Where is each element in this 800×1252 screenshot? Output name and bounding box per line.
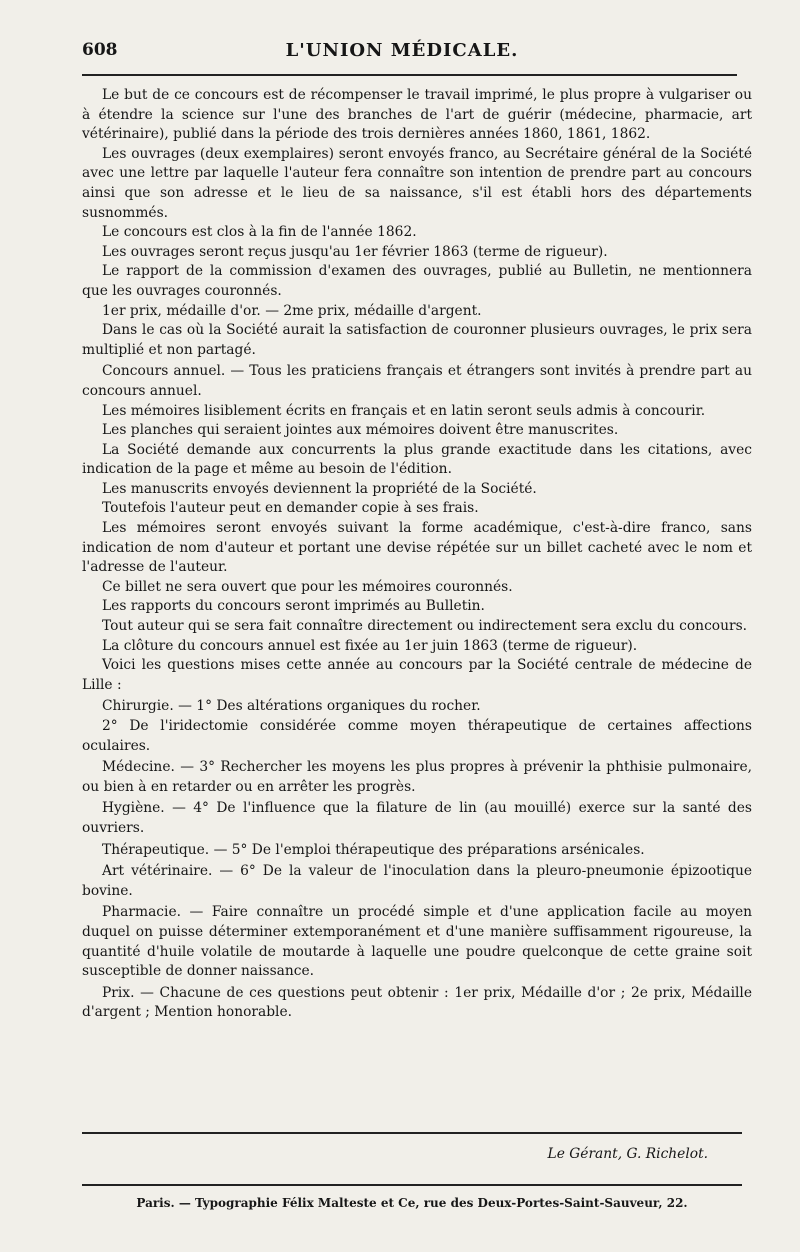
paragraph: Pharmacie. — Faire connaître un procédé simple et d'une application facile au moyen duquel on puisse déterminer extemporanément et d'une manière suffisamment rigoureuse, la quantité d'huile volatile de moutarde à laquelle une poudre quelconque de cette graine soit susceptible de donner naissance. (82, 904, 752, 980)
paragraph: Les ouvrages (deux exemplaires) seront envoyés franco, au Secrétaire général de la Société avec une lettre par laquelle l'auteur fera connaître son intention de prendre part au concours ainsi que son adresse et le lieu de sa naissance, s'il est établi hors des départements susnommés. (82, 145, 752, 221)
paragraph: Le concours est clos à la fin de l'année 1862. (102, 224, 417, 241)
paragraph: Chirurgie. — 1° Des altérations organiques du rocher. (102, 698, 481, 715)
footer-rule (82, 1132, 742, 1134)
paragraph: La Société demande aux concurrents la plus grande exactitude dans les citations, avec indication de la page et même au besoin de l'édition. (82, 441, 752, 478)
gerant-signature: Le Gérant, G. Richelot. (547, 1146, 708, 1162)
header-rule (82, 74, 737, 76)
paragraph: 2° De l'iridectomie considérée comme moyen thérapeutique de certaines affections oculaires. (82, 718, 752, 754)
paragraph: Concours annuel. — Tous les praticiens français et étrangers sont invités à prendre part au concours annuel. (82, 363, 752, 399)
page-header (82, 40, 722, 66)
paragraph: Les manuscrits envoyés deviennent la propriété de la Société. (102, 480, 537, 497)
paragraph: Les planches qui seraient jointes aux mémoires doivent être manuscrites. (102, 422, 619, 439)
paragraph: Prix. — Chacune de ces questions peut obtenir : 1er prix, Médaille d'or ; 2e prix, Médaille d'argent ; Mention honorable. (82, 984, 752, 1021)
paragraph: Les rapports du concours seront imprimés au Bulletin. (102, 598, 485, 615)
body-text (82, 86, 752, 1023)
paragraph: Toutefois l'auteur peut en demander copie à ses frais. (102, 500, 479, 517)
page-number: 608 (82, 40, 118, 60)
paragraph: Les mémoires seront envoyés suivant la forme académique, c'est-à-dire franco, sans indication de nom d'auteur et portant une devise répétée sur un billet cacheté avec le nom et l'adresse de l'auteur. (82, 520, 752, 576)
paragraph: 1er prix, médaille d'or. — 2me prix, médaille d'argent. (102, 302, 482, 319)
paragraph: Ce billet ne sera ouvert que pour les mémoires couronnés. (102, 578, 513, 595)
printer-imprint: Paris. — Typographie Félix Malteste et Ce, rue des Deux-Portes-Saint-Sauveur, 22. (136, 1196, 688, 1210)
paragraph: Art vétérinaire. — 6° De la valeur de l'inoculation dans la pleuro-pneumonie épizootique bovine. (82, 863, 752, 899)
paragraph: Dans le cas où la Société aurait la satisfaction de couronner plusieurs ouvrages, le prix sera multiplié et non partagé. (82, 322, 752, 358)
paragraph: Hygiène. — 4° De l'influence que la filature de lin (au mouillé) exerce sur la santé des ouvriers. (82, 800, 752, 836)
paragraph: La clôture du concours annuel est fixée au 1er juin 1863 (terme de rigueur). (102, 637, 638, 654)
paragraph: Thérapeutique. — 5° De l'emploi thérapeutique des préparations arsénicales. (102, 841, 645, 858)
paragraph: Voici les questions mises cette année au concours par la Société centrale de médecine de Lille : (82, 657, 752, 693)
paragraph: Le rapport de la commission d'examen des ouvrages, publié au Bulletin, ne mentionnera que les ouvrages couronnés. (82, 263, 752, 299)
journal-title: L'UNION MÉDICALE. (285, 40, 519, 61)
paragraph: Médecine. — 3° Rechercher les moyens les plus propres à prévenir la phthisie pulmonaire, ou bien à en retarder ou en arrêter les progrès. (82, 759, 752, 795)
paragraph: Les ouvrages seront reçus jusqu'au 1er février 1863 (terme de rigueur). (102, 243, 608, 260)
paragraph: Tout auteur qui se sera fait connaître directement ou indirectement sera exclu du concours. (102, 618, 748, 635)
paragraph: Le but de ce concours est de récompenser le travail imprimé, le plus propre à vulgariser ou à étendre la science sur l'une des branches de l'art de guérir (médecine, pharmacie, art vétérinaire), publié dans la période des trois dernières années 1860, 1861, 1862. (82, 87, 752, 143)
paragraph: Les mémoires lisiblement écrits en français et en latin seront seuls admis à concourir. (102, 402, 706, 419)
printer-rule (82, 1184, 742, 1186)
